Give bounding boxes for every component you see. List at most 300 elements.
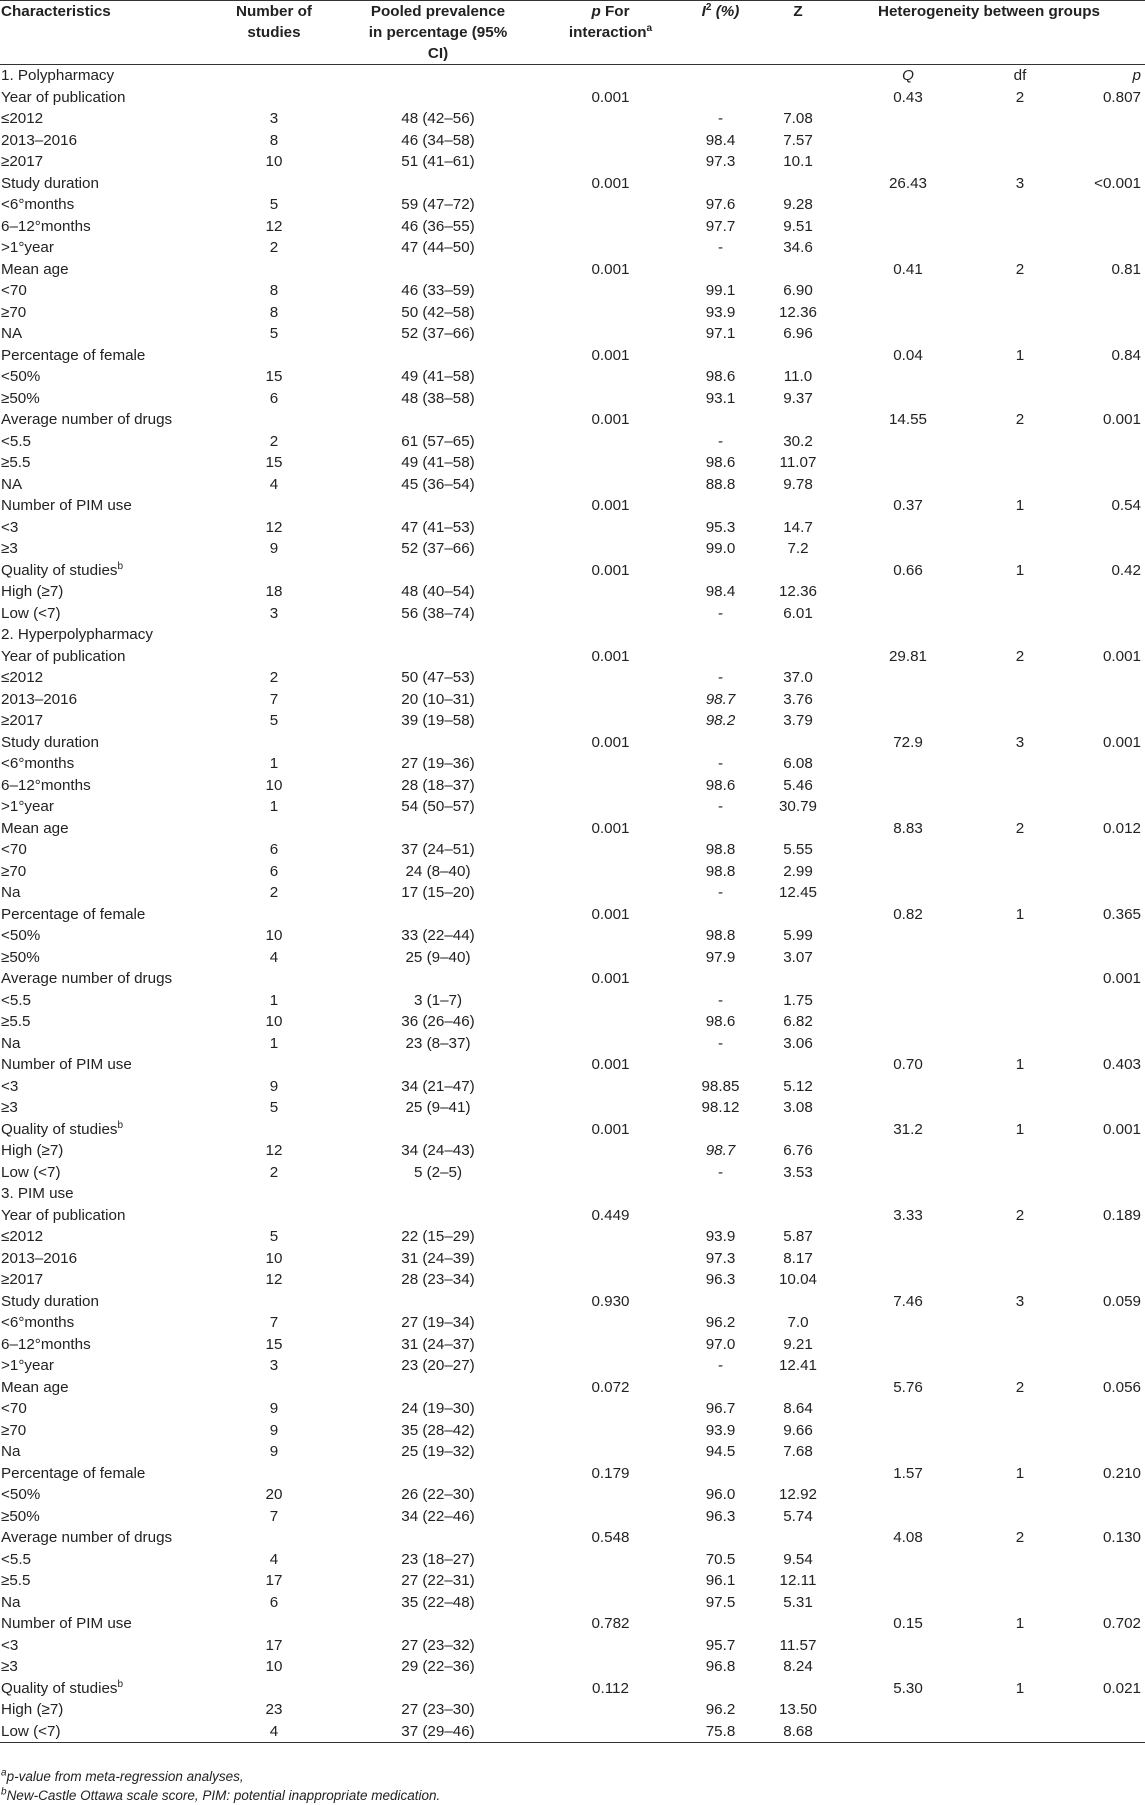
cell-pooled-prevalence: 33 (22–44): [401, 927, 475, 944]
cell-p-interaction: 0.001: [591, 1056, 630, 1073]
cell-z: 30.2: [783, 432, 813, 450]
cell-q: [833, 990, 983, 1012]
cell-i-squared: 95.3: [705, 518, 736, 536]
cell-z: [763, 1183, 833, 1205]
cell-p-interaction: 0.782: [591, 1615, 630, 1632]
cell-df: [983, 1183, 1057, 1205]
cell-df: [983, 1699, 1057, 1721]
cell-pooled-prevalence: [333, 87, 543, 109]
table-row: [0, 775, 1145, 797]
cell-q: [833, 237, 983, 259]
cell-number-of-studies: 20: [265, 1486, 283, 1503]
cell-q: [833, 1162, 983, 1184]
cell-z: 34.6: [783, 239, 813, 256]
table-row: [0, 1205, 1145, 1227]
cell-z: 6.01: [783, 604, 813, 622]
cell-df: [983, 1011, 1057, 1033]
cell-characteristic: Mean age: [1, 260, 69, 278]
cell-pooled-prevalence: 24 (8–40): [405, 862, 471, 880]
cell-number-of-studies: 12: [265, 1271, 283, 1288]
table-row: [0, 603, 1145, 625]
cell-p-interaction: [543, 1656, 678, 1678]
cell-characteristic: <5.5: [1, 991, 31, 1009]
cell-z: [763, 409, 833, 431]
cell-z: [763, 1463, 833, 1485]
cell-p-interaction: 0.001: [591, 819, 630, 837]
table-row: [0, 452, 1145, 474]
cell-p-value: 0.42: [1111, 561, 1141, 579]
cell-pooled-prevalence: 45 (36–54): [401, 475, 475, 493]
cell-p-value: [1057, 194, 1145, 216]
cell-p-interaction: [543, 1441, 678, 1463]
header-i-squared: $I^2$ (%): [678, 1, 763, 65]
cell-p-interaction: [543, 538, 678, 560]
cell-i-squared: 98.6: [705, 1013, 736, 1030]
cell-pooled-prevalence: [333, 259, 543, 281]
cell-p-interaction: [543, 1699, 678, 1721]
cell-characteristic: <3: [1, 1077, 19, 1095]
cell-z: 12.11: [779, 1572, 817, 1589]
cell-characteristic: ≥50%: [1, 389, 40, 407]
table-row: [0, 818, 1145, 840]
cell-pooled-prevalence: [333, 173, 543, 195]
cell-i-squared: -: [717, 884, 724, 901]
table-row: [0, 882, 1145, 904]
cell-z: 8.64: [783, 1400, 813, 1417]
cell-q: 72.9: [893, 733, 923, 751]
cell-df: [983, 839, 1057, 861]
table-row: [0, 302, 1145, 324]
table-row: [0, 1334, 1145, 1356]
cell-p-interaction: 0.449: [591, 1206, 630, 1224]
cell-z: 6.76: [783, 1142, 813, 1159]
cell-i-squared: 98.6: [705, 776, 736, 794]
cell-characteristic: 3. PIM use: [1, 1185, 74, 1202]
cell-df: [983, 1226, 1057, 1248]
cell-p-interaction: 0.001: [591, 411, 630, 428]
cell-p-interaction: [543, 581, 678, 603]
cell-df: [983, 1441, 1057, 1463]
table-row: [0, 947, 1145, 969]
cell-number-of-studies: 10: [265, 927, 283, 944]
cell-p-interaction: [543, 1140, 678, 1162]
cell-z: [763, 968, 833, 990]
cell-number-of-studies: [215, 818, 333, 840]
cell-q: [833, 882, 983, 904]
cell-q: [833, 194, 983, 216]
cell-q: [833, 775, 983, 797]
cell-q: [833, 1549, 983, 1571]
cell-pooled-prevalence: 26 (22–30): [401, 1486, 475, 1503]
cell-p-interaction: [543, 1420, 678, 1442]
cell-number-of-studies: 4: [269, 1550, 279, 1568]
cell-i-squared: [678, 968, 763, 990]
cell-q: [833, 753, 983, 775]
cell-i-squared: 98.6: [705, 454, 736, 471]
cell-p-value: [1057, 753, 1145, 775]
cell-p-value: [1057, 1656, 1145, 1678]
cell-p-interaction: 0.001: [591, 1120, 630, 1138]
cell-z: 6.96: [783, 325, 813, 342]
cell-pooled-prevalence: [333, 1463, 543, 1485]
cell-z: 8.24: [783, 1658, 813, 1675]
cell-p-value: [1057, 1248, 1145, 1270]
table-row: [0, 624, 1145, 646]
cell-z: 11.0: [783, 368, 813, 385]
cell-df: [983, 1549, 1057, 1571]
cell-z: [763, 818, 833, 840]
cell-number-of-studies: [215, 409, 333, 431]
cell-number-of-studies: [215, 259, 333, 281]
cell-df: 3: [1015, 733, 1025, 751]
cell-i-squared: 96.7: [705, 1400, 736, 1417]
cell-pooled-prevalence: 39 (19–58): [401, 712, 475, 729]
cell-i-squared: [678, 624, 763, 646]
cell-q: 0.82: [893, 905, 923, 923]
cell-q: [833, 689, 983, 711]
cell-z: 7.68: [783, 1443, 813, 1460]
cell-pooled-prevalence: 46 (33–59): [401, 282, 475, 299]
cell-number-of-studies: [215, 345, 333, 367]
cell-df: [983, 667, 1057, 689]
cell-z: [763, 1678, 833, 1700]
cell-df: 2: [1015, 411, 1025, 428]
cell-z: 9.51: [783, 217, 813, 235]
cell-df: [983, 968, 1057, 990]
cell-df: [983, 280, 1057, 302]
cell-p-interaction: [543, 839, 678, 861]
cell-df: [983, 1355, 1057, 1377]
cell-p-value: 0.807: [1102, 88, 1141, 106]
cell-q: [833, 667, 983, 689]
cell-p-value: [1057, 796, 1145, 818]
cell-characteristic: High (≥7): [1, 583, 64, 600]
cell-pooled-prevalence: 51 (41–61): [401, 153, 475, 170]
cell-q: [833, 216, 983, 238]
cell-df: 2: [1015, 1378, 1025, 1396]
cell-number-of-studies: 9: [269, 1421, 279, 1439]
cell-pooled-prevalence: 25 (9–40): [405, 948, 471, 966]
table-row: [0, 904, 1145, 926]
cell-df: [983, 1721, 1057, 1743]
cell-number-of-studies: 10: [265, 153, 283, 170]
cell-df: [983, 947, 1057, 969]
cell-df: [983, 237, 1057, 259]
cell-i-squared: [678, 1377, 763, 1399]
cell-number-of-studies: [215, 560, 333, 582]
cell-p-value: [1057, 237, 1145, 259]
cell-z: [763, 65, 833, 87]
cell-df: [983, 1484, 1057, 1506]
cell-pooled-prevalence: 50 (47–53): [401, 669, 475, 686]
cell-df: 1: [1015, 1120, 1025, 1138]
cell-q: 26.43: [888, 174, 927, 192]
cell-i-squared: [678, 560, 763, 582]
cell-df: [983, 517, 1057, 539]
cell-characteristic: Na: [1, 1593, 21, 1611]
cell-z: [763, 732, 833, 754]
cell-number-of-studies: 2: [269, 239, 279, 256]
cell-df: [983, 1269, 1057, 1291]
cell-characteristic: ≥2017: [1, 712, 44, 729]
table-row: [0, 194, 1145, 216]
cell-i-squared: 95.7: [705, 1636, 736, 1654]
cell-i-squared: [678, 1678, 763, 1700]
cell-p-value: 0.403: [1102, 1056, 1141, 1073]
cell-z: 3.08: [783, 1099, 813, 1116]
cell-p-interaction: [543, 1097, 678, 1119]
cell-q: [833, 1699, 983, 1721]
cell-p-value: [1057, 581, 1145, 603]
cell-number-of-studies: 12: [265, 217, 283, 235]
cell-characteristic: <6°months: [1, 196, 75, 213]
cell-i-squared: 93.9: [705, 1421, 736, 1439]
table-row: [0, 323, 1145, 345]
cell-pooled-prevalence: 23 (18–27): [401, 1550, 475, 1568]
cell-characteristic: <70: [1, 282, 27, 299]
table-header: [0, 1, 1145, 65]
cell-number-of-studies: 15: [265, 368, 283, 385]
cell-df: [983, 581, 1057, 603]
table-row: [0, 65, 1145, 87]
table-row: [0, 345, 1145, 367]
cell-p-interaction: [543, 925, 678, 947]
cell-i-squared: [678, 904, 763, 926]
table-row: [0, 108, 1145, 130]
table-row: [0, 839, 1145, 861]
cell-characteristic: ≥3: [1, 1658, 18, 1675]
cell-p-value: [1057, 1226, 1145, 1248]
cell-p-value: 0.365: [1102, 905, 1141, 923]
cell-pooled-prevalence: [333, 968, 543, 990]
cell-i-squared: -: [717, 991, 724, 1009]
cell-df: 1: [1015, 346, 1025, 364]
cell-p-value: [1057, 1097, 1145, 1119]
table-row: [0, 1570, 1145, 1592]
cell-number-of-studies: [215, 1613, 333, 1635]
cell-pooled-prevalence: 34 (22–46): [401, 1507, 475, 1525]
cell-pooled-prevalence: 28 (23–34): [401, 1271, 475, 1288]
cell-p-interaction: [543, 1549, 678, 1571]
cell-characteristic: Average number of drugs: [1, 411, 173, 428]
cell-i-squared: -: [717, 1357, 724, 1374]
cell-number-of-studies: 6: [269, 862, 279, 880]
cell-df: [983, 538, 1057, 560]
cell-number-of-studies: [215, 1678, 333, 1700]
cell-p-interaction: [543, 1398, 678, 1420]
cell-p-value: [1057, 624, 1145, 646]
cell-p-interaction: [543, 216, 678, 238]
cell-characteristic: Low (<7): [1, 1163, 61, 1181]
cell-df: [983, 431, 1057, 453]
cell-i-squared: 96.1: [705, 1572, 736, 1589]
cell-pooled-prevalence: 23 (20–27): [401, 1357, 475, 1374]
cell-df: [983, 452, 1057, 474]
cell-q: [833, 1592, 983, 1614]
cell-number-of-studies: 5: [269, 196, 279, 213]
cell-number-of-studies: 5: [269, 712, 279, 729]
cell-df: [983, 1162, 1057, 1184]
cell-number-of-studies: [215, 87, 333, 109]
cell-i-squared: 70.5: [705, 1550, 736, 1568]
cell-characteristic: ≥2017: [1, 1271, 44, 1288]
cell-i-squared: 98.8: [705, 927, 736, 944]
cell-i-squared: [678, 1054, 763, 1076]
cell-number-of-studies: [215, 1463, 333, 1485]
cell-z: 8.68: [763, 1721, 833, 1743]
cell-q: [833, 1721, 983, 1743]
cell-characteristic: 2. Hyperpolypharmacy: [1, 626, 153, 643]
cell-p-value: [1057, 1162, 1145, 1184]
cell-i-squared: [678, 65, 763, 87]
cell-p-interaction: [543, 990, 678, 1012]
table-row: [0, 1656, 1145, 1678]
cell-p-interaction: [543, 1269, 678, 1291]
cell-i-squared: [678, 1613, 763, 1635]
cell-p-interaction: [543, 1484, 678, 1506]
cell-number-of-studies: 18: [265, 583, 283, 600]
table-row: [0, 431, 1145, 453]
cell-i-squared: 98.7: [705, 1142, 736, 1159]
cell-q: [833, 538, 983, 560]
cell-i-squared: 93.9: [705, 1228, 736, 1245]
cell-number-of-studies: [215, 65, 333, 87]
cell-p-interaction: 0.001: [591, 88, 630, 106]
cell-pooled-prevalence: [333, 818, 543, 840]
cell-z: 12.92: [778, 1486, 817, 1503]
cell-characteristic: ≥50%: [1, 948, 40, 966]
cell-q: [833, 1334, 983, 1356]
cell-i-squared: [678, 1205, 763, 1227]
cell-df: [983, 108, 1057, 130]
cell-pooled-prevalence: 31 (24–39): [401, 1249, 475, 1267]
cell-pooled-prevalence: 34 (24–43): [401, 1142, 475, 1159]
cell-p-interaction: 0.930: [591, 1292, 630, 1310]
cell-z: 30.79: [778, 798, 817, 815]
cell-p-value: 0.059: [1102, 1292, 1141, 1310]
header-number-of-studies: Number of studies: [215, 1, 333, 65]
cell-i-squared: [678, 1183, 763, 1205]
cell-i-squared: 98.4: [705, 131, 736, 149]
cell-number-of-studies: [215, 646, 333, 668]
cell-p-value: [1057, 1549, 1145, 1571]
cell-q: [833, 388, 983, 410]
cell-pooled-prevalence: [333, 624, 543, 646]
cell-p-value: [1057, 1334, 1145, 1356]
cell-q: [833, 517, 983, 539]
cell-q: [833, 1484, 983, 1506]
cell-q: 0.43: [893, 88, 923, 106]
cell-pooled-prevalence: 27 (19–36): [401, 755, 475, 772]
cell-number-of-studies: 12: [265, 518, 283, 536]
table-row: [0, 216, 1145, 238]
cell-pooled-prevalence: 25 (9–41): [405, 1099, 471, 1116]
cell-z: 6.82: [783, 1013, 813, 1030]
cell-q: 0.70: [893, 1056, 923, 1073]
cell-q: [833, 1656, 983, 1678]
table-row: [0, 1463, 1145, 1485]
cell-number-of-studies: [215, 495, 333, 517]
cell-p-interaction: [543, 65, 678, 87]
cell-z: 3.06: [783, 1034, 813, 1052]
cell-number-of-studies: [215, 1377, 333, 1399]
cell-z: 7.2: [787, 540, 809, 557]
cell-p-value: [1057, 1441, 1145, 1463]
cell-q: [833, 323, 983, 345]
cell-z: [763, 624, 833, 646]
cell-p-interaction: 0.001: [591, 346, 630, 364]
cell-df: [983, 1140, 1057, 1162]
cell-characteristic: <50%: [1, 368, 41, 385]
cell-p-value: [1057, 667, 1145, 689]
cell-z: 9.28: [783, 196, 813, 213]
cell-p-value: 0.001: [1102, 1120, 1141, 1138]
cell-characteristic: Quality of studies$^b$: [1, 1678, 124, 1697]
cell-df: [983, 130, 1057, 152]
table-row: [0, 796, 1145, 818]
cell-q: [833, 1269, 983, 1291]
table-row: [0, 1549, 1145, 1571]
cell-z: [763, 87, 833, 109]
table-row: [0, 1355, 1145, 1377]
cell-pooled-prevalence: [333, 345, 543, 367]
cell-number-of-studies: [215, 1119, 333, 1141]
cell-z: 11.07: [779, 454, 817, 471]
cell-characteristic: Average number of drugs: [1, 970, 173, 987]
cell-characteristic: Study duration: [1, 174, 99, 192]
cell-p-interaction: 0.179: [591, 1464, 630, 1482]
cell-number-of-studies: 6: [269, 1593, 279, 1611]
cell-pooled-prevalence: [333, 495, 543, 517]
cell-characteristic: Percentage of female: [1, 1464, 146, 1482]
cell-pooled-prevalence: 34 (21–47): [401, 1077, 475, 1095]
cell-number-of-studies: [215, 624, 333, 646]
table-row: [0, 280, 1145, 302]
cell-pooled-prevalence: [333, 409, 543, 431]
cell-z: 10.1: [783, 153, 813, 170]
header-heterogeneity: Heterogeneity between groups: [833, 1, 1145, 65]
cell-z: 7.0: [787, 1314, 809, 1331]
table-row: [0, 667, 1145, 689]
cell-number-of-studies: 9: [269, 1400, 279, 1417]
cell-z: 9.66: [783, 1421, 813, 1439]
cell-characteristic: <50%: [1, 1486, 41, 1503]
cell-p-value: [1057, 130, 1145, 152]
cell-characteristic: Year of publication: [1, 88, 126, 106]
cell-p-interaction: [543, 1248, 678, 1270]
cell-characteristic: Mean age: [1, 819, 69, 837]
cell-p-value: <0.001: [1094, 174, 1141, 192]
cell-characteristic: >1°year: [1, 1357, 54, 1374]
cell-i-squared: 97.1: [705, 325, 736, 342]
cell-characteristic: 6–12°months: [1, 776, 91, 794]
cell-characteristic: 1. Polypharmacy: [1, 67, 115, 84]
cell-p-value: 0.001: [1102, 411, 1141, 428]
cell-df: 1: [1015, 561, 1025, 579]
cell-i-squared: [678, 87, 763, 109]
cell-p-interaction: [543, 1355, 678, 1377]
cell-p-interaction: [543, 474, 678, 496]
cell-df: [983, 1312, 1057, 1334]
cell-number-of-studies: 8: [269, 282, 279, 299]
cell-i-squared: 96.3: [705, 1271, 736, 1288]
cell-i-squared: [678, 259, 763, 281]
cell-p-value: [1057, 538, 1145, 560]
cell-p-value: 0.210: [1102, 1464, 1141, 1482]
cell-q: [833, 1226, 983, 1248]
cell-p-value: [1057, 1183, 1145, 1205]
cell-z: 5.99: [783, 927, 813, 944]
